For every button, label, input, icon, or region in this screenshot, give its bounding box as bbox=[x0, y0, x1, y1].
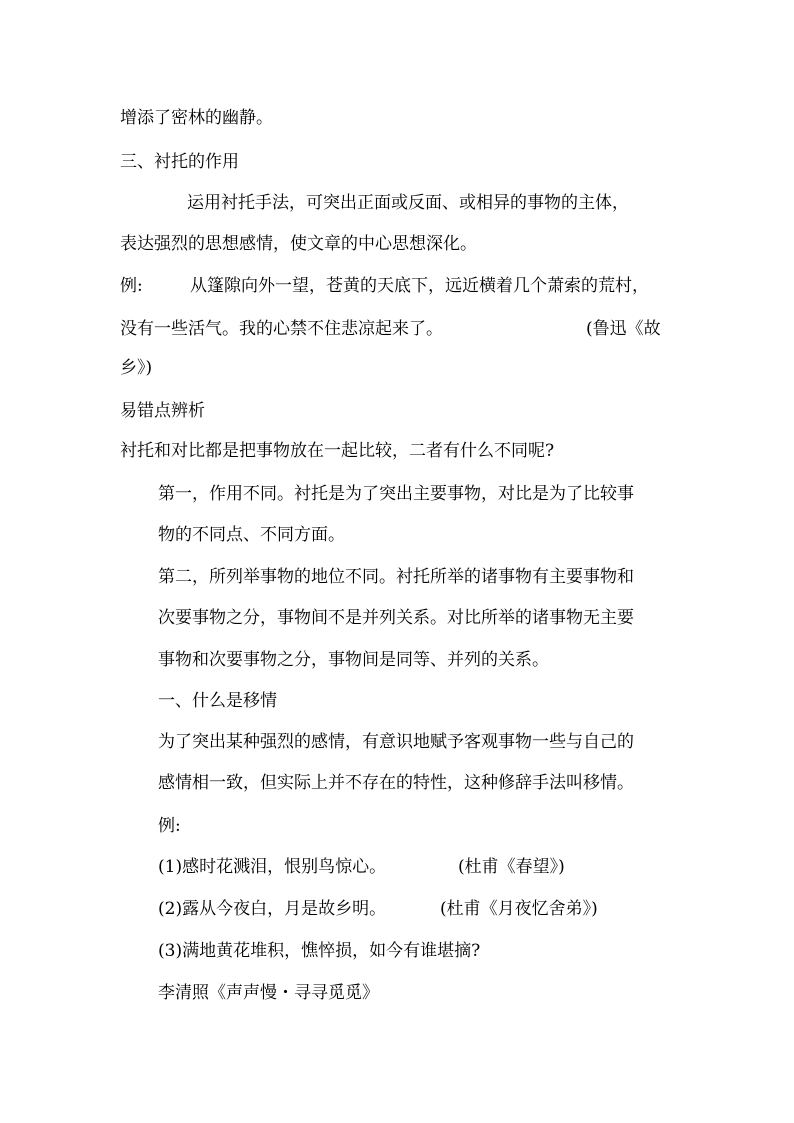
citation: 李清照《声声慢・寻寻觅觅》 bbox=[158, 983, 379, 1003]
citation: (杜甫《春望》) bbox=[458, 857, 565, 877]
text-line: 衬托和对比都是把事物放在一起比较，二者有什么不同呢? bbox=[120, 441, 555, 461]
text-line: 事物和次要事物之分，事物间是同等、并列的关系。 bbox=[158, 650, 549, 670]
text-line: 运用衬托手法，可突出正面或反面、或相异的事物的主体， bbox=[187, 193, 629, 213]
citation: 乡》) bbox=[120, 358, 153, 378]
text-line: 没有一些活气。我的心禁不住悲凉起来了。 bbox=[120, 319, 443, 339]
text-line: 第二，所列举事物的地位不同。衬托所举的诸事物有主要事物和 bbox=[158, 567, 634, 587]
citation: (杜甫《月夜忆舍弟》) bbox=[440, 899, 598, 919]
example-item: (3)满地黄花堆积，憔悴损，如今有谁堪摘? bbox=[158, 941, 481, 961]
citation: (鲁迅《故 bbox=[586, 319, 661, 339]
text-line: 次要事物之分，事物间不是并列关系。对比所举的诸事物无主要 bbox=[158, 608, 634, 628]
example-item: (2)露从今夜白，月是故乡明。 bbox=[158, 899, 387, 919]
text-line: 第一，作用不同。衬托是为了突出主要事物，对比是为了比较事 bbox=[158, 484, 634, 504]
text-line: 感情相一致，但实际上并不存在的特性，这种修辞手法叫移情。 bbox=[158, 773, 634, 793]
text-line: 为了突出某种强烈的感情，有意识地赋予客观事物一些与自己的 bbox=[158, 732, 634, 752]
section-heading: 易错点辨析 bbox=[120, 401, 205, 421]
example-label: 例: bbox=[120, 276, 143, 296]
example-item: (1)感时花溅泪，恨别鸟惊心。 bbox=[158, 857, 387, 877]
text-line: 从篷隙向外一望，苍黄的天底下，远近横着几个萧索的荒村， bbox=[190, 276, 649, 296]
text-line: 增添了密林的幽静。 bbox=[120, 108, 273, 128]
text-line: 物的不同点、不同方面。 bbox=[158, 525, 345, 545]
section-heading: 三、衬托的作用 bbox=[120, 152, 239, 172]
example-label: 例: bbox=[158, 816, 181, 836]
text-line: 表达强烈的思想感情，使文章的中心思想深化。 bbox=[120, 234, 477, 254]
section-heading: 一、什么是移情 bbox=[158, 691, 277, 711]
